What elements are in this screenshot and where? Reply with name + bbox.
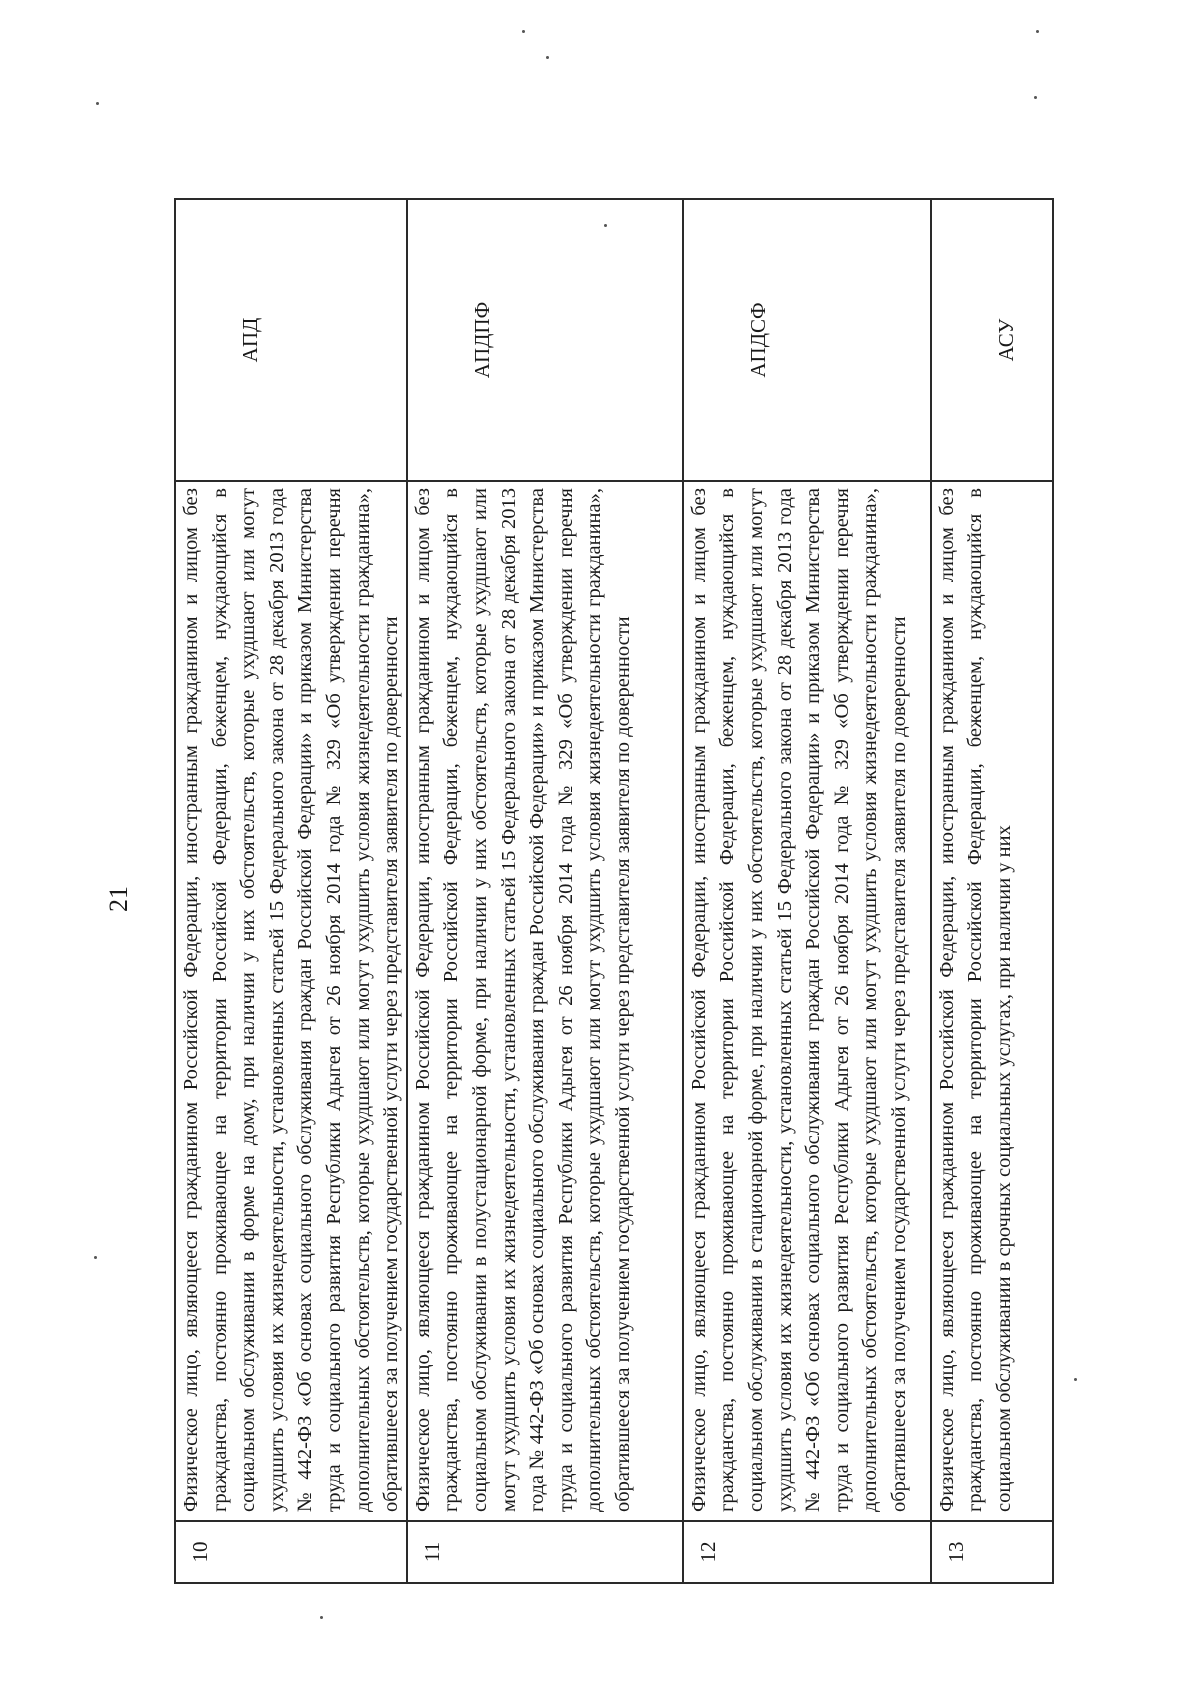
table-row: [683, 199, 931, 1583]
scan-speck: [96, 102, 99, 105]
applicant-code: АПДСФ: [683, 199, 931, 481]
page-number: 21: [104, 886, 133, 912]
row-number: 11: [407, 1521, 683, 1583]
scan-speck: [522, 30, 525, 33]
scan-speck: [546, 56, 549, 59]
applicant-description: Физическое лицо, являющееся гражданином Российской Федерации, иностранным гражданином и лицом без гражданства, постоянно проживающее на территории Российской Федерации, беженцем, нуждающийся в социальном обслуживании в стационарной форме, при наличии у них обстоятельств, которые ухудшают или могут ухудшить условия их жизнедеятельности, установленных статьей 15 Федерального закона от 28 декабря 2013 года № 442-ФЗ «Об основах социального обслуживания граждан Российской Федерации» и приказом Министерства труда и социального развития Республики Адыгея от 26 ноября 2014 года № 329 «Об утверждении перечня дополнительных обстоятельств, которые ухудшают или могут ухудшить условия жизнедеятельности гражданина», обратившееся за получением государственной услуги через представителя заявителя по доверенности: [683, 481, 931, 1521]
applicant-description: Физическое лицо, являющееся гражданином Российской Федерации, иностранным гражданином и лицом без гражданства, постоянно проживающее на территории Российской Федерации, беженцем, нуждающийся в социальном обслуживании в форме на дому, при наличии у них обстоятельств, которые ухудшают или могут ухудшить условия их жизнедеятельности, установленных статьей 15 Федерального закона от 28 декабря 2013 года № 442-ФЗ «Об основах социального обслуживания граждан Российской Федерации» и приказом Министерства труда и социального развития Республики Адыгея от 26 ноября 2014 года № 329 «Об утверждении перечня дополнительных обстоятельств, которые ухудшают или могут ухудшить условия жизнедеятельности гражданина», обратившееся за получением государственной услуги через представителя заявителя по доверенности: [175, 481, 407, 1521]
applicant-categories-table: [174, 198, 1054, 1584]
row-number: 12: [683, 1521, 931, 1583]
scan-speck: [1034, 96, 1037, 99]
table-row: [407, 199, 683, 1583]
table-row: [931, 199, 1053, 1583]
scan-speck: [1036, 30, 1039, 33]
applicant-description: Физическое лицо, являющееся гражданином Российской Федерации, иностранным гражданином и лицом без гражданства, постоянно проживающее на территории Российской Федерации, беженцем, нуждающийся в социальном обслуживании в полустационарной форме, при наличии у них обстоятельств, которые ухудшают или могут ухудшить условия их жизнедеятельности, установленных статьей 15 Федерального закона от 28 декабря 2013 года № 442-ФЗ «Об основах социального обслуживания граждан Российской Федерации» и приказом Министерства труда и социального развития Республики Адыгея от 26 ноября 2014 года № 329 «Об утверждении перечня дополнительных обстоятельств, которые ухудшают или могут ухудшить условия жизнедеятельности гражданина», обратившееся за получением государственной услуги через представителя заявителя по доверенности: [407, 481, 683, 1521]
scan-speck: [94, 1256, 97, 1259]
applicant-code: АПДПФ: [407, 199, 683, 481]
applicant-code: АПД: [175, 199, 407, 481]
scan-speck: [1074, 1378, 1077, 1381]
applicant-code: АСУ: [931, 199, 1053, 481]
applicant-description: Физическое лицо, являющееся гражданином Российской Федерации, иностранным гражданином и лицом без гражданства, постоянно проживающее на территории Российской Федерации, беженцем, нуждающийся в социальном обслуживании в срочных социальных услугах, при наличии у них: [931, 481, 1053, 1521]
table-row: [175, 199, 407, 1583]
row-number: 10: [175, 1521, 407, 1583]
row-number: 13: [931, 1521, 1053, 1583]
scan-speck: [320, 1616, 323, 1619]
scan-speck: [604, 224, 607, 227]
